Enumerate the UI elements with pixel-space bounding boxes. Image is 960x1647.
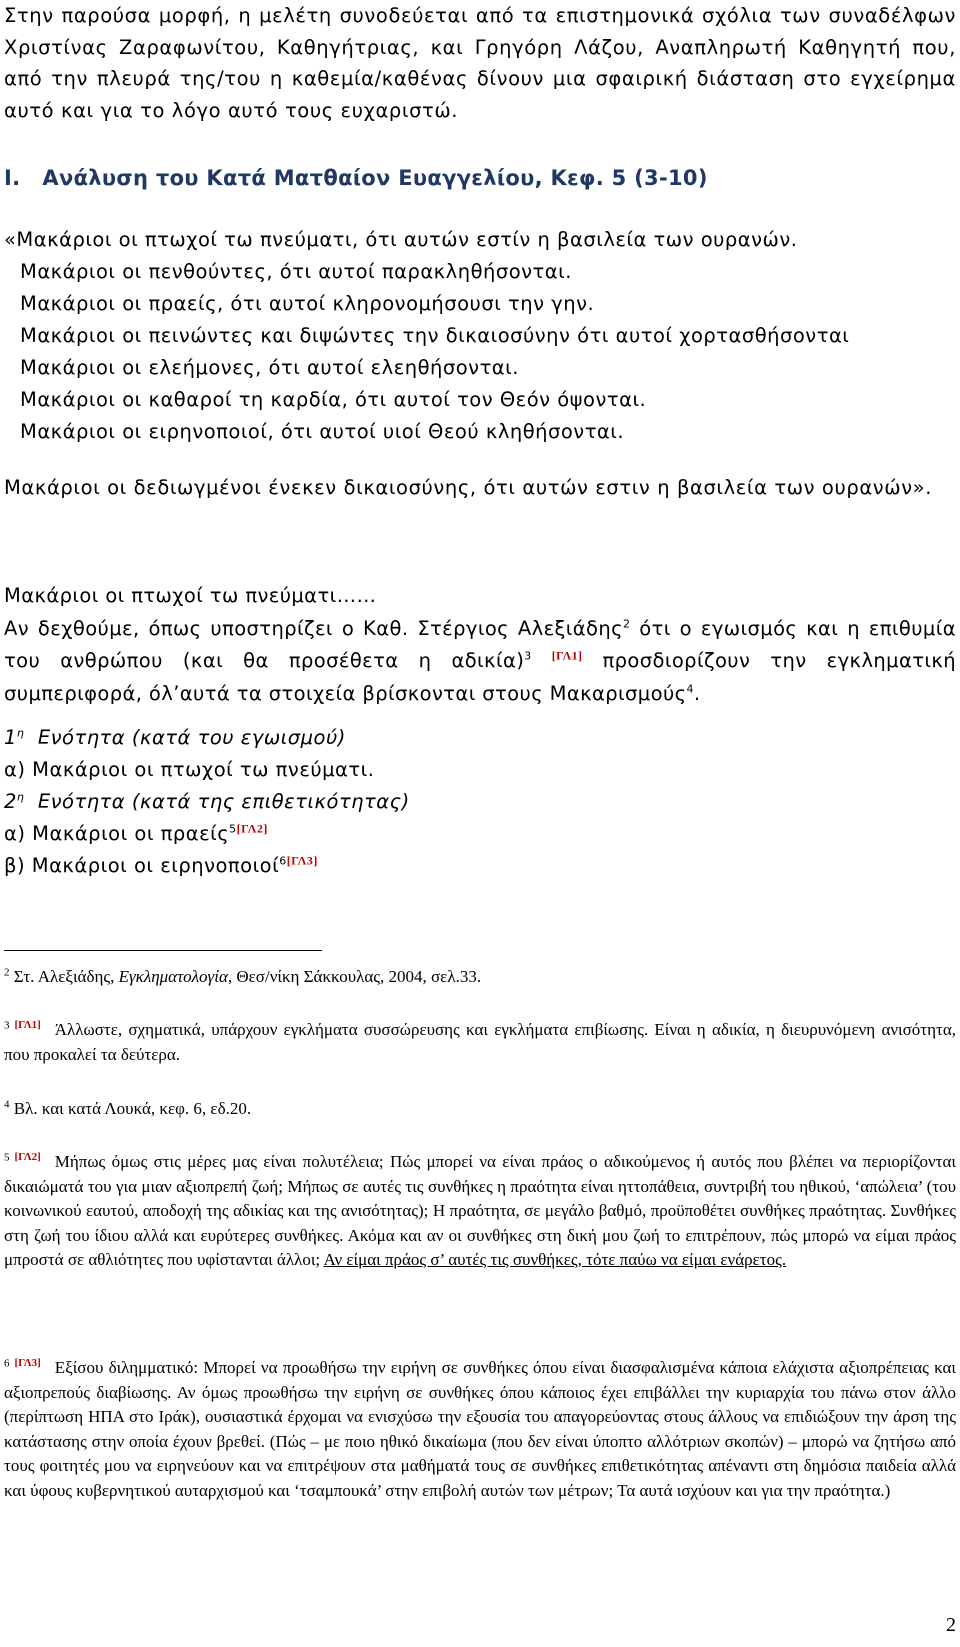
footnote-6-number: 6 bbox=[4, 1357, 10, 1370]
footnote-5-comment-marker[interactable]: [ΓΛ2] bbox=[14, 1151, 41, 1164]
footnote-2-number: 2 bbox=[4, 966, 10, 979]
page-number: 2 bbox=[946, 1614, 956, 1636]
footnote-separator bbox=[4, 950, 322, 951]
unit-2-item-b bbox=[4, 854, 318, 877]
unit-1-title: Ενότητα (κατά του εγωισμού) bbox=[37, 726, 346, 749]
footnote-3-text: Άλλωστε, σχηματικά, υπάρχουν εγκλήματα συσσώρευσης και εγκλήματα επιβίωσης. Είναι η αδικία, η διευρυνόμενη ανισότητα, που προκαλεί τα δεύτερα. bbox=[4, 1020, 956, 1064]
intro-paragraph: Στην παρούσα μορφή, η μελέτη συνοδεύεται από τα επιστημονικά σχόλια των συναδέλφων Χριστίνας Ζαραφωνίτου, Καθηγήτριας, και Γρηγόρη Λάζου, Αναπληρωτή Καθηγητή που, από την πλευρά της/του η καθεμία/καθένας δίνουν μια σφαιρική διάσταση στο εγχείρημα αυτό και για το λόγο αυτό τους ευχαριστώ. bbox=[4, 4, 956, 122]
analysis-lead-line: Μακάριοι οι πτωχοί τω πνεύματι…… bbox=[4, 584, 377, 607]
comment-marker-gl2[interactable]: [ΓΛ2] bbox=[236, 821, 268, 836]
footnote-2-text-a: Στ. Αλεξιάδης, bbox=[13, 967, 119, 986]
unit-1-heading bbox=[4, 726, 346, 749]
unit-2-number: 2 bbox=[4, 790, 17, 813]
analysis-body bbox=[4, 613, 956, 711]
unit-1-ordinal: η bbox=[16, 726, 25, 740]
footnote-4 bbox=[4, 1097, 956, 1122]
analysis-text-1: Αν δεχθούμε, όπως υποστηρίζει ο Καθ. Στέργιος Αλεξιάδης bbox=[4, 616, 623, 640]
heading-roman-numeral: I. bbox=[4, 166, 21, 190]
comment-marker-gl3[interactable]: [ΓΛ3] bbox=[286, 853, 318, 868]
comment-marker-gl1[interactable]: [ΓΛ1] bbox=[551, 648, 583, 663]
unit-2-item-a-text: α) Μακάριοι οι πραείς bbox=[4, 822, 230, 845]
footnote-4-number: 4 bbox=[4, 1098, 10, 1111]
footnote-2-text-b: , Θεσ/νίκη Σάκκουλας, 2004, σελ.33. bbox=[227, 967, 482, 986]
beatitude-line-7: Μακάριοι οι ειρηνοποιοί, ότι αυτοί υιοί Θεού κληθήσονται. bbox=[20, 420, 625, 443]
footnote-ref-3[interactable]: 3 bbox=[524, 649, 532, 663]
unit-2-item-b-text: β) Μακάριοι οι ειρηνοποιοί bbox=[4, 854, 280, 877]
heading-title: Ανάλυση του Κατά Ματθαίον Ευαγγελίου, Κεφ. 5 (3-10) bbox=[42, 166, 708, 190]
beatitude-line-4: Μακάριοι οι πεινώντες και διψώντες την δικαιοσύνην ότι αυτοί χορτασθήσονται bbox=[20, 324, 850, 347]
beatitude-line-6: Μακάριοι οι καθαροί τη καρδία, ότι αυτοί τον Θεόν όψονται. bbox=[20, 388, 647, 411]
footnote-6-comment-marker[interactable]: [ΓΛ3] bbox=[14, 1357, 41, 1370]
beatitude-line-5: Μακάριοι οι ελεήμονες, ότι αυτοί ελεηθήσονται. bbox=[20, 356, 519, 379]
unit-1-item-a: α) Μακάριοι οι πτωχοί τω πνεύματι. bbox=[4, 758, 375, 781]
footnote-2 bbox=[4, 965, 956, 990]
beatitude-line-8: Μακάριοι οι δεδιωγμένοι ένεκεν δικαιοσύνης, ότι αυτών εστιν η βασιλεία των ουρανών». bbox=[4, 476, 933, 499]
unit-2-item-a bbox=[4, 822, 268, 845]
footnote-5-number: 5 bbox=[4, 1151, 10, 1164]
footnote-5-underlined-text: Αν είμαι πράος σ’ αυτές τις συνθήκες, τότε παύω να είμαι ενάρετος. bbox=[323, 1250, 787, 1269]
footnote-ref-5[interactable]: 5 bbox=[229, 822, 237, 836]
footnote-3-comment-marker[interactable]: [ΓΛ1] bbox=[14, 1019, 41, 1032]
unit-2-ordinal: η bbox=[16, 790, 25, 804]
unit-1-number: 1 bbox=[4, 726, 17, 749]
beatitude-line-3: Μακάριοι οι πραείς, ότι αυτοί κληρονομήσουσι την γην. bbox=[20, 292, 595, 315]
analysis-text-4: . bbox=[693, 681, 701, 705]
footnote-4-text: Βλ. και κατά Λουκά, κεφ. 6, εδ.20. bbox=[13, 1099, 252, 1118]
footnote-6 bbox=[4, 1356, 956, 1503]
unit-2-heading bbox=[4, 790, 410, 813]
footnote-ref-4[interactable]: 4 bbox=[686, 682, 694, 695]
analysis-paragraph bbox=[4, 580, 956, 710]
footnote-6-text: Εξίσου διλημματικό: Μπορεί να προωθήσω την ειρήνη σε συνθήκες όπου είναι διασφαλισμένα κάποια ελάχιστα αξιοπρέπειας και αξιοπρεπούς διαβίωσης. Αν όμως προωθήσω την ειρήνη σε συνθήκες όπου κάποιος έχει επιβάλλει την κυριαρχία του πάνω στον άλλο (περίπτωση ΗΠΑ στο Ιράκ), ουσιαστικά έρχομαι να ενισχύσω την εξουσία του απαγορεύοντας στους άλλους να επιδιώξουν την άρση της κατάστασης στην οποία έχουν βρεθεί. (Πώς – με ποιο ηθικό δικαίωμα (που δεν είναι ύποπτο αλλότριων σκοπών) – μπορώ να ζητήσω από τους φοιτητές μου να ειρηνεύουν και να επιτρέψουν στα μαθήματά τους σε συνθήκες επιθετικότητας απέναντι στη δημόσια παιδεία αλλά και ύφους κυβερνητικού αυταρχισμού και ‘τσαμπουκά’ στην επιβολή αυτών των μέτρων; Τα αυτά ισχύουν και για την πραότητα.) bbox=[4, 1358, 956, 1500]
footnote-5-text: Μήπως όμως στις μέρες μας είναι πολυτέλεια; Πώς μπορεί να είναι πράος ο αδικούμενος ή αυτός που βλέπει να περιορίζονται δικαιώματά του για μιαν αξιοπρεπή ζωή; Μήπως σε αυτές τις συνθήκες η πραότητα είναι ηττοπάθεια, συντριβή του ηθικού, ‘απώλεια’ (του κοινωνικού εαυτού, αποδοχή της αδικίας και της ανισότητας); Η πραότητα, σε μεγάλο βαθμό, προϋποθέτει συνθήκες πραότητας. Συνθήκες στη ζωή του ίδιου αλλά και ευρύτερες συνθήκες. Ακόμα και αν οι συνθήκες στη δική μου ζωή το επιτρέπουν, πώς μπορώ να είμαι πράος μπροστά σε αθλιότητες που υφίστανται άλλοι; bbox=[4, 1152, 956, 1269]
beatitude-line-1: «Μακάριοι οι πτωχοί τω πνεύματι, ότι αυτών εστίν η βασιλεία των ουρανών. bbox=[4, 228, 798, 251]
footnote-2-book-title: Εγκληματολογία bbox=[118, 967, 228, 986]
footnote-3 bbox=[4, 1018, 956, 1067]
section-heading bbox=[4, 166, 956, 190]
unit-2-title: Ενότητα (κατά της επιθετικότητας) bbox=[37, 790, 410, 813]
footnote-ref-6[interactable]: 6 bbox=[279, 854, 287, 868]
footnote-3-number: 3 bbox=[4, 1019, 10, 1032]
beatitude-line-2: Μακάριοι οι πενθούντες, ότι αυτοί παρακληθήσονται. bbox=[20, 260, 572, 283]
analysis-text-3: προσδιορίζουν την εγκληματική συμπεριφορά, όλ’αυτά τα στοιχεία βρίσκονται στους Μακαρισμούς bbox=[4, 649, 956, 705]
footnote-5 bbox=[4, 1150, 956, 1273]
footnote-ref-2[interactable]: 2 bbox=[623, 617, 631, 630]
analysis-text-2: ότι ο εγωισμός και η επιθυμία του ανθρώπου (και θα προσέθετα η αδικία) bbox=[4, 616, 956, 672]
